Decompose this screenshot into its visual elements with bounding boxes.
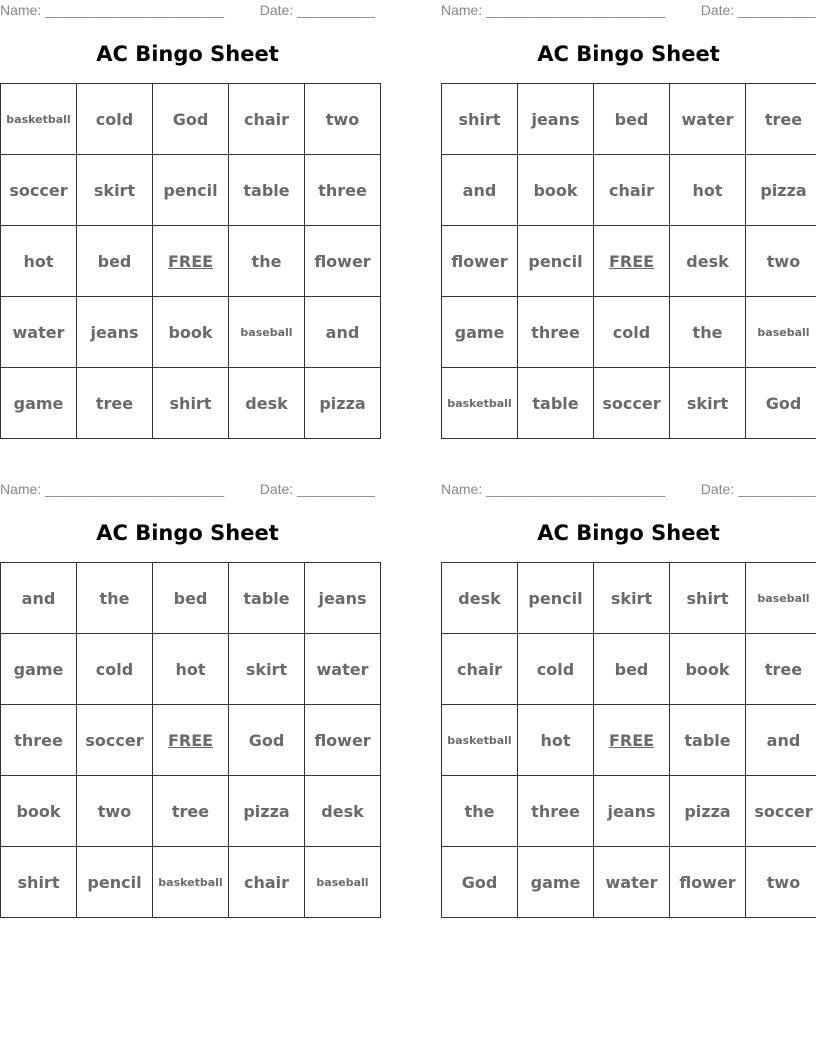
name-label: Name: (0, 2, 42, 18)
card-title: AC Bingo Sheet (537, 42, 720, 66)
date-line: __________ (738, 2, 816, 18)
bingo-cell: bed (153, 563, 229, 634)
bingo-cell: shirt (153, 368, 229, 439)
bingo-cell: flower (442, 226, 518, 297)
bingo-cell: jeans (77, 297, 153, 368)
card-header (441, 481, 816, 497)
bingo-cell: hot (518, 705, 594, 776)
name-line: _______________________ (486, 481, 666, 497)
free-space-cell: FREE (153, 226, 229, 297)
bingo-cell: pizza (746, 155, 816, 226)
card-header (441, 2, 816, 18)
bingo-cell: table (670, 705, 746, 776)
grid-row (1, 634, 381, 705)
grid-row (442, 226, 816, 297)
name-line: _______________________ (486, 2, 666, 18)
bingo-cell: water (1, 297, 77, 368)
bingo-cell: the (229, 226, 305, 297)
bingo-cell: tree (153, 776, 229, 847)
bingo-cell: two (746, 226, 816, 297)
bingo-cell: chair (229, 84, 305, 155)
bingo-cell: bed (77, 226, 153, 297)
bingo-cell: skirt (670, 368, 746, 439)
date-field (701, 481, 816, 497)
bingo-cell: three (518, 297, 594, 368)
bingo-cell: two (77, 776, 153, 847)
grid-row (1, 776, 381, 847)
name-line: _______________________ (45, 2, 225, 18)
bingo-cell: soccer (1, 155, 77, 226)
bingo-cell: desk (670, 226, 746, 297)
bingo-cell: and (1, 563, 77, 634)
free-space-cell: FREE (594, 705, 670, 776)
bingo-cell: and (305, 297, 381, 368)
name-label: Name: (441, 2, 483, 18)
bingo-cell: basketball (442, 368, 518, 439)
bingo-cell: water (594, 847, 670, 918)
bingo-cell: chair (594, 155, 670, 226)
name-field (441, 2, 665, 18)
bingo-cell: two (746, 847, 816, 918)
grid-row (1, 155, 381, 226)
bingo-grid (441, 562, 816, 918)
bingo-cell: water (670, 84, 746, 155)
bingo-cell: basketball (153, 847, 229, 918)
grid-row (1, 84, 381, 155)
bingo-cell: three (1, 705, 77, 776)
bingo-cell: tree (77, 368, 153, 439)
grid-row (1, 563, 381, 634)
bingo-cell: skirt (594, 563, 670, 634)
bingo-cell: shirt (442, 84, 518, 155)
bingo-cell: three (305, 155, 381, 226)
bingo-cell: jeans (305, 563, 381, 634)
grid-row (1, 297, 381, 368)
bingo-cell: three (518, 776, 594, 847)
bingo-cell: soccer (594, 368, 670, 439)
bingo-cell: basketball (1, 84, 77, 155)
bingo-cell: God (442, 847, 518, 918)
date-label: Date: (259, 2, 294, 18)
bingo-cell: game (518, 847, 594, 918)
bingo-cell: God (229, 705, 305, 776)
grid-row (442, 705, 816, 776)
bingo-cell: game (1, 634, 77, 705)
grid-row (442, 84, 816, 155)
grid-row (442, 368, 816, 439)
grid-row (442, 563, 816, 634)
bingo-cell: pizza (305, 368, 381, 439)
bingo-cell: tree (746, 84, 816, 155)
bingo-cell: shirt (1, 847, 77, 918)
bingo-cell: basketball (442, 705, 518, 776)
bingo-cell: jeans (518, 84, 594, 155)
grid-row (1, 705, 381, 776)
bingo-grid (0, 562, 381, 918)
bingo-cell: flower (305, 226, 381, 297)
free-space-cell: FREE (153, 705, 229, 776)
date-label: Date: (259, 481, 294, 497)
grid-row (442, 634, 816, 705)
date-label: Date: (700, 481, 735, 497)
card-header (0, 481, 375, 497)
bingo-cell: God (153, 84, 229, 155)
grid-row (442, 776, 816, 847)
bingo-cell: table (229, 155, 305, 226)
grid-row (1, 226, 381, 297)
bingo-cell: table (229, 563, 305, 634)
date-field (260, 481, 375, 497)
free-space-cell: FREE (594, 226, 670, 297)
card-title: AC Bingo Sheet (537, 521, 720, 545)
bingo-cell: baseball (305, 847, 381, 918)
bingo-cell: and (746, 705, 816, 776)
date-field (260, 2, 375, 18)
bingo-cell: soccer (746, 776, 816, 847)
bingo-grid (441, 83, 816, 439)
bingo-cell: the (77, 563, 153, 634)
date-line: __________ (297, 2, 375, 18)
bingo-cell: cold (77, 84, 153, 155)
bingo-cell: book (670, 634, 746, 705)
date-label: Date: (700, 2, 735, 18)
bingo-cell: cold (77, 634, 153, 705)
name-field (0, 2, 224, 18)
bingo-cell: skirt (77, 155, 153, 226)
bingo-cell: hot (670, 155, 746, 226)
bingo-cell: chair (229, 847, 305, 918)
bingo-cell: the (442, 776, 518, 847)
bingo-cell: book (518, 155, 594, 226)
grid-row (442, 155, 816, 226)
bingo-cell: two (305, 84, 381, 155)
bingo-cell: God (746, 368, 816, 439)
bingo-cell: jeans (594, 776, 670, 847)
bingo-cell: water (305, 634, 381, 705)
bingo-cell: chair (442, 634, 518, 705)
grid-row (442, 847, 816, 918)
date-field (701, 2, 816, 18)
name-label: Name: (441, 481, 483, 497)
bingo-cell: book (153, 297, 229, 368)
date-line: __________ (297, 481, 375, 497)
bingo-cell: flower (670, 847, 746, 918)
card-title: AC Bingo Sheet (96, 521, 279, 545)
bingo-cell: pencil (518, 563, 594, 634)
name-field (441, 481, 665, 497)
bingo-cell: baseball (746, 563, 816, 634)
bingo-cell: baseball (746, 297, 816, 368)
bingo-cell: cold (594, 297, 670, 368)
bingo-cell: book (1, 776, 77, 847)
bingo-grid (0, 83, 381, 439)
bingo-cell: soccer (77, 705, 153, 776)
bingo-cell: bed (594, 84, 670, 155)
bingo-cell: pizza (670, 776, 746, 847)
bingo-cell: pencil (518, 226, 594, 297)
grid-row (1, 847, 381, 918)
name-label: Name: (0, 481, 42, 497)
bingo-cell: bed (594, 634, 670, 705)
name-field (0, 481, 224, 497)
bingo-cell: hot (153, 634, 229, 705)
bingo-cell: desk (442, 563, 518, 634)
bingo-cell: pizza (229, 776, 305, 847)
bingo-cell: hot (1, 226, 77, 297)
card-header (0, 2, 375, 18)
bingo-cell: the (670, 297, 746, 368)
bingo-cell: pencil (77, 847, 153, 918)
bingo-cell: desk (229, 368, 305, 439)
card-title: AC Bingo Sheet (96, 42, 279, 66)
bingo-cell: game (442, 297, 518, 368)
bingo-cell: shirt (670, 563, 746, 634)
bingo-cell: skirt (229, 634, 305, 705)
bingo-cell: table (518, 368, 594, 439)
date-line: __________ (738, 481, 816, 497)
grid-row (1, 368, 381, 439)
bingo-cell: baseball (229, 297, 305, 368)
bingo-cell: pencil (153, 155, 229, 226)
bingo-cell: cold (518, 634, 594, 705)
grid-row (442, 297, 816, 368)
bingo-cell: desk (305, 776, 381, 847)
bingo-cell: flower (305, 705, 381, 776)
name-line: _______________________ (45, 481, 225, 497)
bingo-cell: game (1, 368, 77, 439)
bingo-cell: and (442, 155, 518, 226)
bingo-cell: tree (746, 634, 816, 705)
